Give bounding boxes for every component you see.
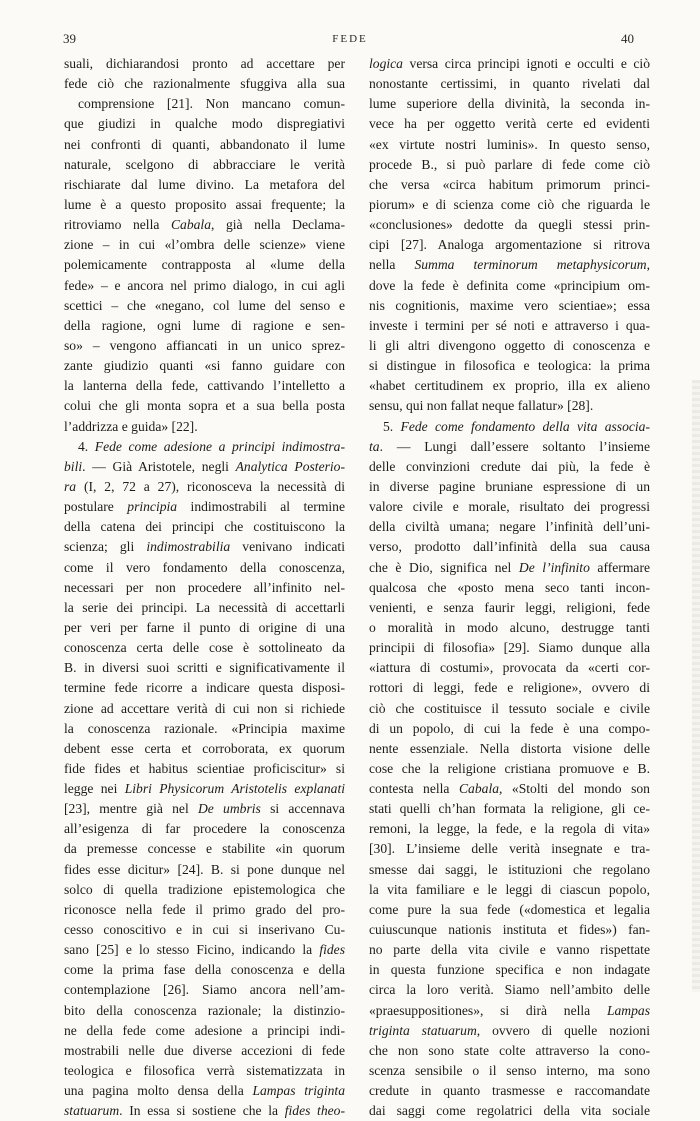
text-segment: bito della conoscenza razionale; la distinzio- — [64, 1002, 345, 1018]
text-segment: debent esse certa et corroborata, ex quorum — [64, 740, 345, 756]
text-segment: 4. — [78, 438, 95, 454]
text-line — [369, 678, 650, 698]
text-line — [64, 598, 345, 618]
text-segment: che è Dio, significa nel — [369, 559, 519, 575]
text-segment: naturale, scelgono di abbracciare le verità — [64, 156, 345, 172]
text-segment: bili — [64, 458, 83, 474]
text-segment: mostrabili nelle due diverse accezioni di fede — [64, 1042, 345, 1058]
text-line — [369, 980, 650, 1000]
text-segment: lume è a questo proposito assai frequente; la — [64, 196, 345, 212]
text-line — [369, 618, 650, 638]
text-line — [64, 719, 345, 739]
text-line — [369, 880, 650, 900]
text-segment: come il vero fondamento della conoscenza, — [64, 559, 345, 575]
text-segment: Fede come fondamento della vita associa- — [400, 418, 650, 434]
text-line — [369, 336, 650, 356]
text-segment: valore civile e morale, risultato dei progressi — [369, 499, 650, 515]
text-segment: procede B., si può parlare di fede come ciò — [369, 156, 650, 172]
text-segment: statuarum — [64, 1103, 120, 1119]
text-segment: delle convinzioni credute dai più, la fede è — [369, 458, 650, 474]
text-line — [64, 74, 345, 94]
text-segment: indimostrabili al termine — [177, 499, 345, 515]
text-segment: la conoscenza razionale. «Principia maxime — [64, 720, 345, 736]
text-line — [64, 497, 345, 517]
text-segment: . In essa si sostiene che la — [119, 1103, 285, 1119]
text-segment: «iattura di costumi», provocata da «certi cor- — [369, 660, 650, 676]
text-segment: della catena dei principi che costituiscono la — [64, 519, 345, 535]
text-line — [64, 819, 345, 839]
text-segment: si accennava — [260, 801, 345, 817]
text-line — [369, 417, 650, 437]
text-line — [369, 1021, 650, 1041]
text-line — [64, 578, 345, 598]
text-segment: fides — [319, 942, 345, 958]
text-segment: comprensione [21]. Non mancano comun- — [78, 96, 345, 112]
text-segment: riconosce nella fede il primo grado del pro- — [64, 901, 345, 917]
text-line — [369, 920, 650, 940]
text-segment: solco di quella tradizione epistemologica che — [64, 881, 345, 897]
text-segment: B. in diversi suoi scritti e significativamente il — [64, 660, 345, 676]
text-line — [369, 255, 650, 275]
text-line — [64, 940, 345, 960]
text-line — [369, 517, 650, 537]
text-line — [64, 517, 345, 537]
text-line — [64, 558, 345, 578]
text-line — [369, 376, 650, 396]
text-line — [64, 255, 345, 275]
text-segment: l’addrizza e guida» [22]. — [64, 418, 198, 434]
text-line — [369, 74, 650, 94]
page-number-right: 40 — [621, 31, 634, 46]
text-line — [64, 1061, 345, 1081]
text-segment: 5. — [383, 418, 401, 434]
text-segment: la serie dei principi. La necessità di accettarli — [64, 599, 345, 615]
text-line — [64, 1101, 345, 1121]
text-segment: principia — [127, 499, 178, 515]
text-segment: venienti, e senza faurir leggi, religioni, fede — [369, 599, 650, 615]
text-line — [64, 437, 345, 457]
text-segment: principii di filosofia» [29]. Siamo dunque alla — [369, 640, 650, 656]
text-segment: zante giudizio quanti «si fanno guidare con — [64, 358, 345, 374]
text-segment: Cabala — [458, 781, 500, 797]
text-line — [369, 94, 650, 114]
text-segment: , «Stolti del mondo son — [499, 781, 650, 797]
text-line — [64, 779, 345, 799]
text-line — [64, 920, 345, 940]
text-segment: nente essenziale. Nella distorta visione delle — [369, 740, 650, 756]
text-line — [369, 1061, 650, 1081]
text-segment: affermare — [589, 559, 650, 575]
text-line — [64, 960, 345, 980]
text-line — [369, 658, 650, 678]
text-segment: scettici – che «negano, col lume del senso e — [64, 297, 345, 313]
text-line — [64, 215, 345, 235]
text-segment: fides esse dicitur» [24]. B. si pone dunque nel — [64, 861, 345, 877]
text-line — [64, 1041, 345, 1061]
text-segment: , ovvero di quelle nozioni — [476, 1022, 650, 1038]
text-segment: contesta nella — [369, 781, 459, 797]
text-segment: si distingue in filosofica e teologica: la prima — [369, 358, 650, 374]
text-segment: cesso conoscitivo e in cui si inserivano Cu- — [64, 922, 345, 938]
text-segment: , — [646, 257, 650, 273]
text-line — [64, 356, 345, 376]
text-segment: credute in quanto trasmesse e raccomandate — [369, 1083, 650, 1099]
text-line — [64, 699, 345, 719]
text-line — [369, 215, 650, 235]
text-line — [369, 396, 650, 416]
text-line — [369, 1041, 650, 1061]
text-line — [369, 477, 650, 497]
text-line — [369, 699, 650, 719]
right-column — [369, 54, 650, 1119]
text-line — [369, 960, 650, 980]
text-segment: logica — [369, 56, 403, 71]
text-segment: una pagina molto densa della — [64, 1083, 253, 1099]
text-segment: scienza; gli — [64, 539, 147, 555]
text-segment: che versa «circa habitum primorum princi- — [369, 176, 650, 192]
text-segment: rischiarate dal lume divino. La metafora del — [64, 176, 345, 192]
text-line — [369, 719, 650, 739]
text-segment: Fede come adesione a principi indimostra- — [94, 438, 346, 454]
text-segment: ciò che costituisce il tessuto sociale e civile — [369, 700, 650, 716]
text-segment: Cabala — [170, 217, 211, 233]
text-segment: cose che la religione cristiana promuove e B. — [369, 760, 650, 776]
text-line — [369, 558, 650, 578]
text-line — [64, 638, 345, 658]
text-line — [369, 1081, 650, 1101]
text-line — [369, 155, 650, 175]
text-line — [369, 114, 650, 134]
text-segment: nonostante certissimi, in quanto rivelati dal — [369, 76, 650, 92]
text-segment: di un popolo, di cui la fede è una compo- — [369, 720, 650, 736]
text-line — [369, 356, 650, 376]
text-segment: «habet certitudinem ex proprio, illa ex alieno — [369, 378, 650, 394]
text-segment: De l’infinito — [518, 559, 590, 575]
text-line — [64, 739, 345, 759]
text-line — [64, 175, 345, 195]
text-line — [369, 537, 650, 557]
text-line — [64, 155, 345, 175]
text-line — [64, 94, 345, 114]
text-line — [64, 860, 345, 880]
text-line — [64, 376, 345, 396]
text-line — [64, 235, 345, 255]
text-line — [369, 296, 650, 316]
text-segment: Lampas triginta — [252, 1083, 345, 1099]
text-line — [64, 1001, 345, 1021]
text-segment: smesse dai saggi, le istituzioni che regolano — [369, 861, 650, 877]
text-line — [369, 235, 650, 255]
text-segment: sano [25] e lo stesso Ficino, indicando la — [64, 942, 320, 958]
text-segment: venivano indicati — [230, 539, 345, 555]
text-line — [369, 799, 650, 819]
text-line — [369, 1101, 650, 1121]
text-line — [64, 618, 345, 638]
text-line — [64, 316, 345, 336]
text-segment: fede» – e ancora nel primo dialogo, in cui agli — [64, 277, 345, 293]
text-line — [64, 678, 345, 698]
text-segment: fede ciò che razionalmente sfuggiva alla sua — [64, 76, 345, 92]
text-line — [64, 839, 345, 859]
text-segment: zione ad accettare verità di cui non si richiede — [64, 700, 345, 716]
text-line — [369, 276, 650, 296]
text-line — [64, 658, 345, 678]
running-title: FEDE — [332, 33, 368, 45]
text-line — [64, 417, 345, 437]
text-segment: scenza sensibile o il senso interno, ma sono — [369, 1063, 650, 1079]
text-segment: necessari per non procedere all’infinito nel- — [64, 579, 345, 595]
text-segment: Lampas — [606, 1002, 650, 1018]
text-line — [64, 396, 345, 416]
text-segment: la vita familiare e le leggi di ciascun popolo, — [369, 881, 650, 897]
text-segment: dai saggi come regolatrici della vita sociale — [369, 1103, 650, 1119]
text-line — [369, 578, 650, 598]
text-line — [369, 457, 650, 477]
text-segment: contemplazione [26]. Siamo ancora nell’am- — [64, 982, 345, 998]
text-line — [369, 839, 650, 859]
text-segment: ta — [369, 438, 380, 454]
text-segment: ne della fede come adesione a principi indi- — [64, 1022, 345, 1038]
text-segment: ritroviamo nella — [64, 217, 171, 233]
page-edge — [692, 380, 700, 992]
text-segment: fides theo- — [284, 1103, 345, 1119]
text-line — [64, 759, 345, 779]
text-line — [369, 940, 650, 960]
text-line — [64, 1081, 345, 1101]
text-segment: . — Già Aristotele, negli — [82, 458, 236, 474]
text-segment: dove la fede è definita come «principium om- — [369, 277, 650, 293]
text-segment: Summa terminorum metaphysicorum — [414, 257, 647, 273]
text-segment: polemicamente contrapposta al «lume della — [64, 257, 345, 273]
text-line — [369, 819, 650, 839]
text-line — [64, 537, 345, 557]
text-line — [369, 598, 650, 618]
text-line — [64, 114, 345, 134]
text-segment: circa la loro verità. Siamo nell’ambito delle — [369, 982, 650, 998]
text-segment: o moralità in modo alcuno, destrugge tanti — [369, 619, 650, 635]
text-segment: nella — [369, 257, 415, 273]
text-segment: della ragione, ogni lume di ragione e sen- — [64, 317, 345, 333]
text-segment: qualcosa che «posto mena seco tanti incon- — [369, 579, 650, 595]
text-segment: De umbris — [197, 801, 261, 817]
text-segment: della civiltà umana; negare l’infinità dell’uni- — [369, 519, 650, 535]
text-segment: rottori di leggi, fede e religione», ovvero di — [369, 680, 650, 696]
text-segment: conoscenza certa delle cose è sottolineato da — [64, 640, 345, 656]
text-segment: (I, 2, 72 a 27), riconosceva la necessità di — [76, 478, 345, 494]
text-segment: remoni, la legge, la fede, e la regola di vita» — [369, 821, 650, 837]
text-segment: come pure la sua fede («domestica et legalia — [369, 901, 650, 917]
text-line — [64, 296, 345, 316]
text-segment: cuiuscunque nationis instituta et fides») fan- — [369, 922, 650, 938]
text-line — [64, 336, 345, 356]
text-line — [64, 54, 345, 74]
text-segment: la lanterna della fede, cattivando l’intelletto a — [64, 378, 345, 394]
text-segment: per veri per farne il punto di origine di una — [64, 619, 345, 635]
text-line — [369, 779, 650, 799]
text-segment: lume superiore della divinità, la seconda in- — [369, 96, 650, 112]
text-segment: nis cognitionis, maxime vero scientiae»; essa — [369, 297, 650, 313]
text-segment: triginta statuarum — [369, 1022, 477, 1038]
text-segment: , già nella Declama- — [211, 217, 345, 233]
text-line — [64, 900, 345, 920]
text-segment: so» – vengono affiancati in un unico sprez- — [64, 337, 345, 353]
text-segment: da premesse concesse e stabilite «in quorum — [64, 841, 345, 857]
text-segment: in questa funzione specifica e non indagate — [369, 962, 650, 978]
text-segment: vece ha per oggetto verità certe ed evidenti — [369, 116, 650, 132]
text-segment: verso, prodotto dall’infinità della sua causa — [369, 539, 650, 555]
text-line — [369, 195, 650, 215]
text-line — [64, 477, 345, 497]
text-line — [64, 457, 345, 477]
text-segment: piorum» e di scienza come ciò che riguarda le — [369, 196, 650, 212]
text-segment: in diverse pagine bruniane espressione di un — [369, 478, 650, 494]
text-segment: sensu, qui non fallat neque fallatur» [28]. — [369, 398, 594, 414]
text-segment: cipi [27]. Analoga argomentazione si ritrova — [369, 237, 650, 253]
text-line — [64, 799, 345, 819]
text-segment: teologica e filosofica verrà sistematizzata in — [64, 1063, 345, 1079]
text-line — [369, 497, 650, 517]
text-segment: Libri Physicorum Aristotelis explanati — [124, 781, 346, 797]
text-segment: fide fides et habitus scientiae proficiscitur» si — [64, 760, 345, 776]
text-line — [369, 759, 650, 779]
text-segment: que giudizi in qualche modo dispregiativi — [64, 116, 345, 132]
text-segment: indimostrabilia — [146, 539, 231, 555]
text-line — [369, 316, 650, 336]
text-segment: «praesuppositiones», si dirà nella — [369, 1002, 607, 1018]
text-segment: legge nei — [64, 781, 125, 797]
text-line — [369, 54, 650, 74]
text-line — [369, 437, 650, 457]
text-line — [64, 980, 345, 1000]
text-line — [369, 1001, 650, 1021]
text-segment: zione – in cui «l’ombra delle scienze» viene — [64, 237, 345, 253]
text-segment: no parte della vita civile e vanno rispettate — [369, 942, 650, 958]
text-line — [369, 638, 650, 658]
text-line — [369, 135, 650, 155]
text-segment: termine fede ricorre a indicare questa disposi- — [64, 680, 345, 696]
text-segment: «conclusiones» dedotte da quegli stessi prin- — [369, 217, 650, 233]
text-line — [369, 900, 650, 920]
text-segment: «ex virtute nostri luminis». In questo senso, — [369, 136, 650, 152]
text-segment: come la prima fase della conoscenza e della — [64, 962, 345, 978]
text-segment: postulare — [64, 499, 128, 515]
text-line — [369, 860, 650, 880]
text-segment: ra — [64, 478, 77, 494]
text-segment: nei confronti di quanti, abbandonato il lume — [64, 136, 345, 152]
text-line — [64, 880, 345, 900]
text-line — [64, 1021, 345, 1041]
text-line — [369, 175, 650, 195]
text-segment: [23], mentre già nel — [64, 801, 198, 817]
text-segment: . — Lungi dall’essere soltanto l’insieme — [379, 438, 650, 454]
text-line — [64, 195, 345, 215]
text-segment: all’esigenza di far procedere la conoscenza — [64, 821, 345, 837]
text-line — [64, 135, 345, 155]
left-column — [64, 54, 346, 1119]
text-segment: che non sono state colte attraverso la cono- — [369, 1042, 650, 1058]
text-segment: colui che gli monta sopra et a sua bella posta — [64, 398, 345, 414]
text-segment: li gli altri divengono oggetto di conoscenza e — [369, 337, 650, 353]
page-number-left: 39 — [63, 31, 76, 46]
text-segment: versa circa principi ignoti e occulti e ciò — [402, 56, 650, 71]
text-segment: stati quelli ch’han formata la religione, gli ce- — [369, 801, 650, 817]
text-segment: investe i termini per sé noti e attraverso i qua- — [369, 317, 650, 333]
text-line — [64, 276, 345, 296]
text-segment: suali, dichiarandosi pronto ad accettare per — [64, 56, 345, 71]
text-segment: Analytica Posterio- — [235, 458, 345, 474]
text-segment: [30]. L’insieme delle verità insegnate e tra- — [369, 841, 650, 857]
text-line — [369, 739, 650, 759]
